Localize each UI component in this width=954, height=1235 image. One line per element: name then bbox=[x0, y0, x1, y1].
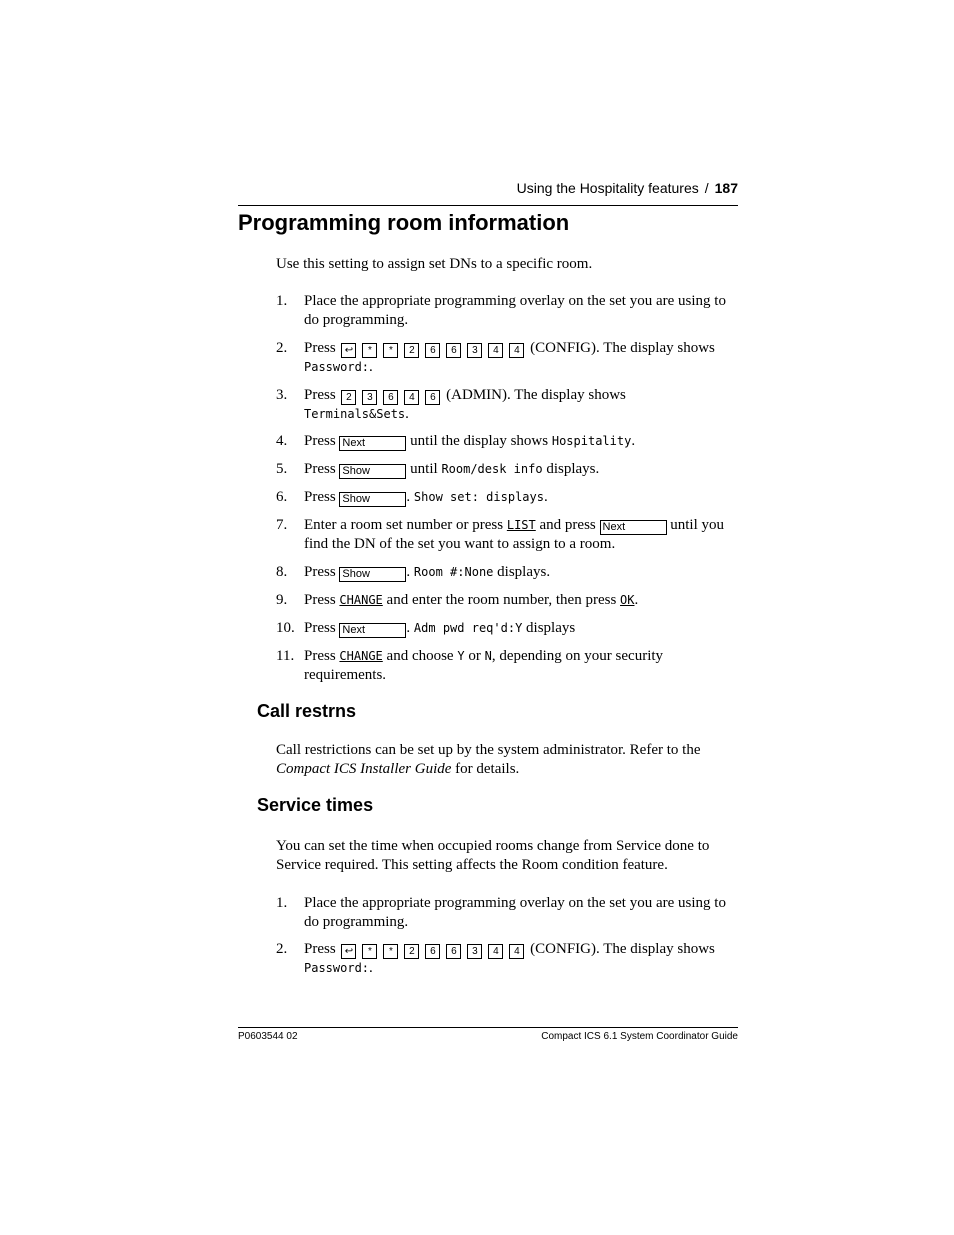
step-11: 11. Press CHANGE and choose Y or N, depending on your security requirements. bbox=[276, 648, 664, 683]
display-n: N bbox=[484, 649, 492, 663]
step-10: 10. Press Next . Adm pwd req'd:Y displays bbox=[276, 620, 576, 636]
digit-key: 3 bbox=[467, 343, 482, 358]
next-softkey: Next bbox=[339, 623, 406, 638]
digit-key: 4 bbox=[404, 390, 419, 405]
feature-key-icon: ↩ bbox=[341, 944, 356, 959]
step-number: 2. bbox=[276, 941, 288, 957]
digit-key: 2 bbox=[341, 390, 356, 405]
digit-key: 2 bbox=[404, 944, 419, 959]
display-room-none: Room #:None bbox=[413, 565, 494, 579]
digit-key: 4 bbox=[509, 944, 524, 959]
show-softkey: Show bbox=[339, 567, 406, 582]
step-number: 9. bbox=[276, 592, 288, 608]
display-change: CHANGE bbox=[339, 649, 383, 663]
service-step-2: 2. Press ↩ * * 2 6 6 3 4 4 (CONFIG). The display shows Password:. bbox=[276, 941, 715, 976]
display-list: LIST bbox=[506, 518, 536, 532]
display-show-set: Show set: displays bbox=[413, 490, 544, 504]
digit-key: 6 bbox=[425, 343, 440, 358]
footer-rule bbox=[238, 1027, 738, 1028]
star-key: * bbox=[362, 944, 377, 959]
step-7: 7. Enter a room set number or press LIST and press Next until you find the DN of the set you want to assign to a room. bbox=[276, 517, 725, 552]
digit-key: 4 bbox=[509, 343, 524, 358]
show-softkey: Show bbox=[339, 464, 406, 479]
footer-doc-number: P0603544 02 bbox=[238, 1031, 298, 1042]
display-y: Y bbox=[457, 649, 465, 663]
header-separator: / bbox=[704, 180, 709, 196]
digit-key: 6 bbox=[383, 390, 398, 405]
step-1 bbox=[276, 292, 738, 330]
digit-key: 2 bbox=[404, 343, 419, 358]
step-2: 2. Press ↩ * * 2 6 6 3 4 4 (CONFIG). The display shows Password:. bbox=[276, 340, 715, 375]
display-hospitality: Hospitality bbox=[551, 434, 632, 448]
guide-reference: Compact ICS Installer Guide bbox=[276, 761, 452, 777]
header-section: Using the Hospitality features bbox=[516, 180, 699, 196]
step-3: 3. Press 2 3 6 4 6 (ADMIN). The display shows Terminals&Sets. bbox=[276, 387, 626, 422]
step-text: Place the appropriate programming overlay on the set you are using to do programming. bbox=[304, 293, 726, 328]
show-softkey: Show bbox=[339, 492, 406, 507]
display-password: Password: bbox=[304, 961, 370, 975]
footer-guide-title: Compact ICS 6.1 System Coordinator Guide bbox=[541, 1031, 738, 1042]
config-text: (CONFIG). The display shows bbox=[530, 340, 715, 356]
step-number: 5. bbox=[276, 461, 288, 477]
step-text: Place the appropriate programming overlay on the set you are using to do programming. bbox=[304, 895, 726, 930]
step-number: 8. bbox=[276, 564, 288, 580]
display-terminals: Terminals&Sets bbox=[304, 407, 406, 421]
service-step-1 bbox=[276, 894, 738, 932]
step-8: 8. Press Show . Room #:None displays. bbox=[276, 564, 551, 580]
call-restrns-paragraph: Call restrictions can be set up by the system administrator. Refer to the Compact ICS Installer Guide for details. bbox=[276, 742, 701, 777]
step-number: 6. bbox=[276, 489, 288, 505]
step-5: 5. Press Show until Room/desk info displays. bbox=[276, 461, 600, 477]
digit-key: 6 bbox=[446, 343, 461, 358]
call-restrns-heading: Call restrns bbox=[257, 701, 357, 721]
page-number: 187 bbox=[714, 180, 738, 196]
service-times-intro: You can set the time when occupied rooms change from Service done to Service required. This setting affects the Room condition feature. bbox=[276, 838, 710, 873]
step-number: 10. bbox=[276, 620, 295, 636]
intro-paragraph: Use this setting to assign set DNs to a specific room. bbox=[276, 256, 593, 272]
star-key: * bbox=[383, 944, 398, 959]
digit-key: 6 bbox=[425, 944, 440, 959]
star-key: * bbox=[362, 343, 377, 358]
step-number: 11. bbox=[276, 648, 295, 664]
step-number: 7. bbox=[276, 517, 288, 533]
feature-key-icon: ↩ bbox=[341, 343, 356, 358]
digit-key: 6 bbox=[425, 390, 440, 405]
step-number: 1. bbox=[276, 895, 288, 911]
display-change: CHANGE bbox=[339, 593, 383, 607]
digit-key: 4 bbox=[488, 343, 503, 358]
step-number: 1. bbox=[276, 293, 288, 309]
digit-key: 3 bbox=[467, 944, 482, 959]
admin-text: (ADMIN). The display shows bbox=[446, 387, 626, 403]
page-title: Programming room information bbox=[238, 210, 570, 235]
digit-key: 6 bbox=[446, 944, 461, 959]
display-password: Password: bbox=[304, 360, 370, 374]
step-number: 4. bbox=[276, 433, 288, 449]
star-key: * bbox=[383, 343, 398, 358]
display-room-desk: Room/desk info bbox=[441, 462, 543, 476]
digit-key: 3 bbox=[362, 390, 377, 405]
header-rule bbox=[238, 205, 738, 206]
digit-key: 4 bbox=[488, 944, 503, 959]
step-4: 4. Press Next until the display shows Hospitality. bbox=[276, 433, 636, 449]
next-softkey: Next bbox=[600, 520, 667, 535]
next-softkey: Next bbox=[339, 436, 406, 451]
step-9: 9. Press CHANGE and enter the room number, then press OK. bbox=[276, 592, 639, 608]
display-adm-pwd: Adm pwd req'd:Y bbox=[413, 621, 523, 635]
running-header bbox=[238, 180, 738, 196]
service-times-heading: Service times bbox=[257, 795, 374, 815]
display-ok: OK bbox=[620, 593, 635, 607]
press-label: Press bbox=[304, 387, 336, 403]
press-label: Press bbox=[304, 340, 336, 356]
step-number: 3. bbox=[276, 387, 288, 403]
step-6: 6. Press Show . Show set: displays. bbox=[276, 489, 548, 505]
step-number: 2. bbox=[276, 340, 288, 356]
